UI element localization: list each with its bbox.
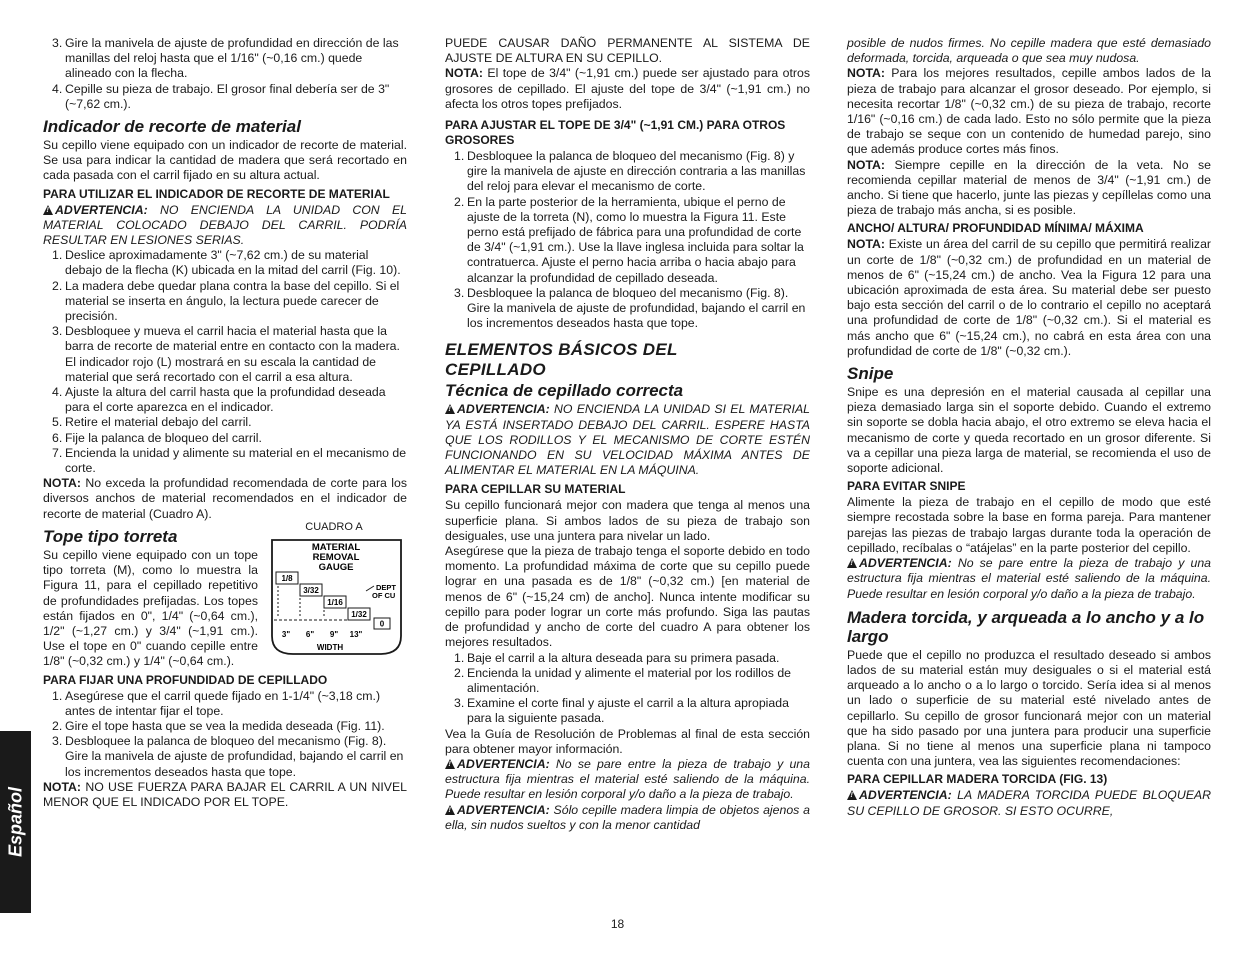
list-number: 5. xyxy=(52,415,63,430)
list-number: 1. xyxy=(454,650,465,665)
list-number: 2. xyxy=(52,718,63,733)
cepillar-subheading: PARA CEPILLAR SU MATERIAL xyxy=(445,482,626,497)
utilizar-subheading: PARA UTILIZAR EL INDICADOR DE RECORTE DE MATERIAL xyxy=(43,186,390,201)
list-text: La madera debe quedar plana contra la base del cepillo. Si el material se inserta en ángulo, la lectura puede carecer de precisión. xyxy=(65,278,400,324)
ajustar-steps xyxy=(445,149,810,331)
list-text: En la parte posterior de la herramienta, ubique el perno de ajuste de la torreta (N), como lo muestra la Figura 11. Este perno está prefijado de fábrica para una profundidad de corte de 3/4" (~1,91 cm.). Use la llave inglesa incluida para soltar la contratuerca. Ajuste el perno hacia arriba o hacia abajo para alcanzar la profundidad de cepillado deseada. xyxy=(467,194,804,285)
warning-icon xyxy=(445,759,455,769)
guia-paragraph: Vea la Guía de Resolución de Problemas al final de esta sección para obtener mayor información. xyxy=(445,726,810,756)
column-1 xyxy=(43,36,407,810)
warning-icon xyxy=(43,205,53,215)
cepillar-paragraph-2: Asegúrese que la pieza de trabajo tenga el soporte debido en todo momento. La profundidad máxima de corte que su cepillo puede lograr en una pasada es de 1/8" (~0,32 cm.) [en material de menos de 6" (~15,24 cm) de ancho]. Nunca intente modificar su cepillo para poder lograr un corte más profundo. Siga las pautas de profundidad y ancho de corte del cuadro A para obtener los mejores resultados. xyxy=(445,544,810,650)
list-number: 2. xyxy=(454,194,465,209)
warning-icon xyxy=(445,404,455,414)
madera-heading: Madera torcida, y arqueada a lo ancho y a lo largo xyxy=(847,607,1205,646)
nota-2: NOTA: NO USE FUERZA PARA BAJAR EL CARRIL A UN NIVEL MENOR QUE EL INDICADO POR EL TOPE. xyxy=(43,779,408,809)
dept-label-2: OF CU xyxy=(372,590,396,600)
depth-label: 1/32 xyxy=(351,609,367,619)
nota-1: NOTA: No exceda la profundidad recomendada de corte para los diversos anchos de material recomendados en el indicador de recorte de material (Cuadro A). xyxy=(43,476,407,521)
warning-icon xyxy=(847,790,857,800)
list-text: Desbloquee la palanca de bloqueo del mecanismo (Fig. 8). Gire la manivela de ajuste de profundidad, bajando el carril en los incrementos deseados hasta que tope. xyxy=(467,285,806,331)
gauge-title-3: GAUGE xyxy=(318,561,354,573)
cuadro-caption: CUADRO A xyxy=(305,520,363,533)
list-number: 1. xyxy=(52,688,63,703)
list-number: 2. xyxy=(454,665,465,680)
warning-6: !ADVERTENCIA: LA MADERA TORCIDA PUEDE BLOQUEAR SU CEPILLO DE GROSOR. SI ESTO OCURRE, xyxy=(847,788,1211,818)
torcida-subheading: PARA CEPILLAR MADERA TORCIDA (FIG. 13) xyxy=(847,772,1108,787)
list-text: Encienda la unidad y alimente su material en el mecanismo de corte. xyxy=(65,445,407,476)
list-text: Asegúrese que el carril quede fijado en 1-1/4" (~3,18 cm.) antes de intentar fijar el tope. xyxy=(65,688,381,718)
warning-1: !ADVERTENCIA: NO ENCIENDA LA UNIDAD CON EL MATERIAL COLOCADO DEBAJO DEL CARRIL. PODRÍA RESULTAR EN LESIONES SERIAS. xyxy=(43,203,407,249)
list-text: Desbloquee la palanca de bloqueo del mecanismo (Fig. 8) y gire la manivela de ajuste en dirección contraria a las manillas del reloj para elevar el mecanismo de corte. xyxy=(467,149,806,194)
fijar-subheading: PARA FIJAR UNA PROFUNDIDAD DE CEPILLADO xyxy=(43,672,328,687)
list-item: 4. Cepille su pieza de trabajo. El grosor final debería ser de 3" (~7,62 cm.). xyxy=(52,81,390,111)
list-text: Fije la palanca de bloqueo del carril. xyxy=(65,430,262,445)
list-text: Encienda la unidad y alimente el material por los rodillos de alimentación. xyxy=(467,665,792,695)
list-item xyxy=(43,248,407,278)
nota-6: NOTA: Existe un área del carril de su cepillo que permitirá realizar un corte de 1/8" (~0,32 cm.) de profundidad en un material de menos de 6" (~15,24 cm.) de ancho. Vea la Figura 12 para una ubicación aproximada de esta área. Su material debe ser puesto bajo esta sección del carril o de lo contrario el cepillo no aceptará una profundidad de corte de 1/8" (~0,32 cm.). Si el material es más ancho que 6" (~15,24 cm.), no cabrá en esta área con una profundidad de corte de 1/8" (~0,32 cm.). xyxy=(847,237,1212,358)
width-label: WIDTH xyxy=(316,642,344,652)
nota-3: NOTA: El tope de 3/4" (~1,91 cm.) puede ser ajustado para otros grosores de cepillado. El ajuste del tope de 3/4" (~1,91 cm.) no afecta los otros topes prefijados. xyxy=(445,66,810,111)
cepillar-paragraph-1: Su cepillo funcionará mejor con madera que tenga al menos una superficie plana. Si ambos lados de su pieza de trabajo son desiguales, use una juntera para nivelar un lado. xyxy=(445,498,810,543)
list-item xyxy=(43,324,407,385)
list-item xyxy=(43,415,407,430)
list-item xyxy=(43,719,407,734)
column-2 xyxy=(445,36,810,833)
cuadro-a-figure xyxy=(268,521,408,658)
list-item: 3. Gire la manivela de ajuste de profundidad en dirección de las manillas del reloj hasta que el 1/16" (~0,16 cm.) quede alineado con la flecha. xyxy=(52,36,399,81)
depth-label: 1/16 xyxy=(327,597,343,607)
list-item xyxy=(445,286,810,332)
depth-steps-continued xyxy=(43,36,407,112)
dept-label-1: DEPT xyxy=(376,582,397,592)
language-side-tab xyxy=(0,731,31,913)
width-tick: 3" xyxy=(281,629,291,639)
page-number: 18 xyxy=(610,917,625,931)
list-number: 3. xyxy=(454,696,465,711)
list-number: 3. xyxy=(52,734,63,749)
utilizar-steps xyxy=(43,248,407,476)
list-item xyxy=(445,651,810,666)
list-item xyxy=(43,279,407,325)
indicador-paragraph: Su cepillo viene equipado con un indicador de recorte de material. Se usa para indicar la cantidad de madera que será recortado en cada pasada con el carril fijado en su altura actual. xyxy=(43,138,407,183)
snipe-heading: Snipe xyxy=(847,364,894,384)
list-text: Retire el material debajo del carril. xyxy=(65,415,252,430)
list-item xyxy=(445,149,810,195)
continued-warning: posible de nudos firmes. No cepille madera que esté demasiado deformada, torcida, arqueada o que sea muy nudosa. xyxy=(847,36,1211,66)
list-number: 3. xyxy=(52,324,63,339)
list-item xyxy=(445,696,810,726)
snipe-paragraph: Snipe es una depresión en el material causada al cepillar una pieza demasiado larga sin el soporte debido. Cuando el extremo sin soporte se dobla hacia abajo, el otro extremo se eleva hacia el mecanismo de corte y queda recortado en un grosor diferente. Si va a cepillar una pieza larga de material, se recomienda el uso de soporte adicional. xyxy=(847,385,1211,476)
list-number: 3. xyxy=(454,285,465,300)
list-item xyxy=(43,431,407,446)
gauge-title-2: REMOVAL xyxy=(312,551,360,563)
evitar-paragraph: Alimente la pieza de trabajo en el cepillo de modo que esté siempre recostada sobre la base en forma pareja. Para mantener parejas las piezas de trabajo largas durante toda la operación de cepillado, recíbalas o “atájelas” en la parte posterior del cepillo. xyxy=(847,495,1211,555)
warning-icon xyxy=(445,805,455,815)
depth-label: 3/32 xyxy=(303,585,319,595)
list-text: Gire el tope hasta que se vea la medida deseada (Fig. 11). xyxy=(65,718,385,733)
list-text: Baje el carril a la altura deseada para su primera pasada. xyxy=(467,650,780,665)
depth-label: 1/8 xyxy=(281,573,293,583)
evitar-subheading: PARA EVITAR SNIPE xyxy=(847,479,966,494)
nota-5: NOTA: Siempre cepille en la dirección de la veta. No se recomienda cepillar material de menos de 3/4" (~1,91 cm.) de ancho. Si tiene que hacerlo, junte las piezas y cepíllelas como una pieza de trabajo más ancha, si es posible. xyxy=(847,157,1211,218)
list-number: 2. xyxy=(52,278,63,293)
warning-2: !ADVERTENCIA: NO ENCIENDA LA UNIDAD SI EL MATERIAL YA ESTÁ INSERTADO DEBAJO DEL CARRIL. ESPERE HASTA QUE LOS RODILLOS Y EL MECANISMO DE CORTE ESTÉN FUNCIONANDO EN SU VELOCIDAD MÁXIMA ANTES DE ALIMENTAR EL MATERIAL EN LA MÁQUINA. xyxy=(445,402,810,478)
list-number: 1. xyxy=(52,248,63,263)
ajustar-subheading: PARA AJUSTAR EL TOPE DE 3/4" (~1,91 CM.) PARA OTROS GROSORES xyxy=(445,118,786,148)
warning-4: !ADVERTENCIA: Sólo cepille madera limpia de objetos ajenos a ella, sin nudos sueltos y con la menor cantidad xyxy=(445,803,810,833)
nota-4: NOTA: Para los mejores resultados, cepille ambos lados de la pieza de trabajo para alcanzar el grosor deseado. Por ejemplo, si necesita recortar 1/8" (~0,32 cm.) de su pieza de trabajo, recorte 1/16" (~0,16 cm.) de cada lado. Esto no sólo permite que la pieza de trabajo se seque con un contenido de humedad parejo, sino que además produce cortes más finos. xyxy=(847,66,1211,157)
continued-text: PUEDE CAUSAR DAÑO PERMANENTE AL SISTEMA DE AJUSTE DE ALTURA EN SU CEPILLO. xyxy=(445,36,810,66)
list-item xyxy=(43,385,407,415)
warning-3: !ADVERTENCIA: No se pare entre la pieza de trabajo y una estructura fija mientras el material esté saliendo de la máquina. Puede resultar en lesión corporal y/o daño a la pieza de trabajo. xyxy=(445,757,810,803)
width-tick: 9" xyxy=(329,629,339,639)
list-text: Ajuste la altura del carril hasta que la profundidad deseada para el corte aparezca en el indicador. xyxy=(65,385,386,415)
list-item xyxy=(43,734,407,780)
list-item xyxy=(43,689,407,719)
ancho-subheading: ANCHO/ ALTURA/ PROFUNDIDAD MÍNIMA/ MÁXIMA xyxy=(847,221,1144,236)
material-removal-gauge xyxy=(268,536,405,658)
elementos-heading-1: ELEMENTOS BÁSICOS DEL xyxy=(445,340,678,360)
fijar-steps xyxy=(43,689,407,780)
width-tick: 13" xyxy=(349,629,363,639)
list-number: 7. xyxy=(52,445,63,460)
madera-paragraph: Puede que el cepillo no produzca el resultado deseado si ambos lados de su material están muy desiguales o si el material está arqueado a lo ancho o a lo largo o torcido. Sería idea si al menos un lado o superficie de su material esté nivelado antes de cepillarlo. Su cepillo de grosor funcionará mejor con un material que ha sido pasado por una juntera para producir una superficie plana. Si no tiene al menos una superficie plana ni tampoco cuenta con una juntera, vea las siguientes recomendaciones: xyxy=(847,647,1211,769)
warning-5: !ADVERTENCIA: No se pare entre la pieza de trabajo y una estructura fija mientras el material esté saliendo de la máquina. Puede resultar en lesión corporal y/o daño a la pieza de trabajo. xyxy=(847,556,1211,602)
list-item xyxy=(445,666,810,696)
list-item xyxy=(445,195,810,286)
torreta-heading: Tope tipo torreta xyxy=(43,526,178,546)
elementos-heading-2: CEPILLADO xyxy=(445,360,546,380)
list-number: 6. xyxy=(52,430,63,445)
width-tick: 6" xyxy=(305,629,315,639)
list-text: Desbloquee la palanca de bloqueo del mecanismo (Fig. 8). Gire la manivela de ajuste de profundidad, bajando el carril en los incrementos deseados hasta que tope. xyxy=(65,734,404,779)
torreta-paragraph: Su cepillo viene equipado con un tope tipo torreta (M), como lo muestra la Figura 11, para el cepillado repetitivo de profundidades prefijadas. Los topes están fijados en 0", 1/4" (~0,64 cm.), 1/2" (~1,27 cm.) y 3/4" (~1,91 cm.). Use el tope en 0" cuando cepille entre 1/8" (~0,32 cm.) y 1/4" (~0,64 cm.). xyxy=(43,547,258,669)
list-number: 4. xyxy=(52,385,63,400)
list-item xyxy=(43,446,407,476)
list-text: Desbloquee y mueva el carril hacia el material hasta que la barra de recorte de material entre en contacto con la madera. El indicador rojo (L) mostrará en su escala la cantidad de material que será recortado con el carril a esa altura. xyxy=(65,324,400,384)
list-text: Examine el corte final y ajuste el carril a la altura apropiada para la siguiente pasada. xyxy=(467,696,789,726)
tecnica-heading: Técnica de cepillado correcta xyxy=(445,381,684,401)
indicador-heading: Indicador de recorte de material xyxy=(43,117,301,137)
torreta-section xyxy=(43,520,407,670)
gauge-title-1: MATERIAL xyxy=(311,541,361,553)
depth-label: 0 xyxy=(379,619,385,629)
warning-icon xyxy=(847,558,857,568)
column-3 xyxy=(847,36,1211,819)
list-number: 1. xyxy=(454,149,465,164)
cepillar-steps xyxy=(445,651,810,727)
language-tab-label: Español xyxy=(5,786,25,858)
list-text: Deslice aproximadamente 3" (~7,62 cm.) de su material debajo de la flecha (K) ubicada en la mitad del carril (Fig. 10). xyxy=(65,248,401,278)
